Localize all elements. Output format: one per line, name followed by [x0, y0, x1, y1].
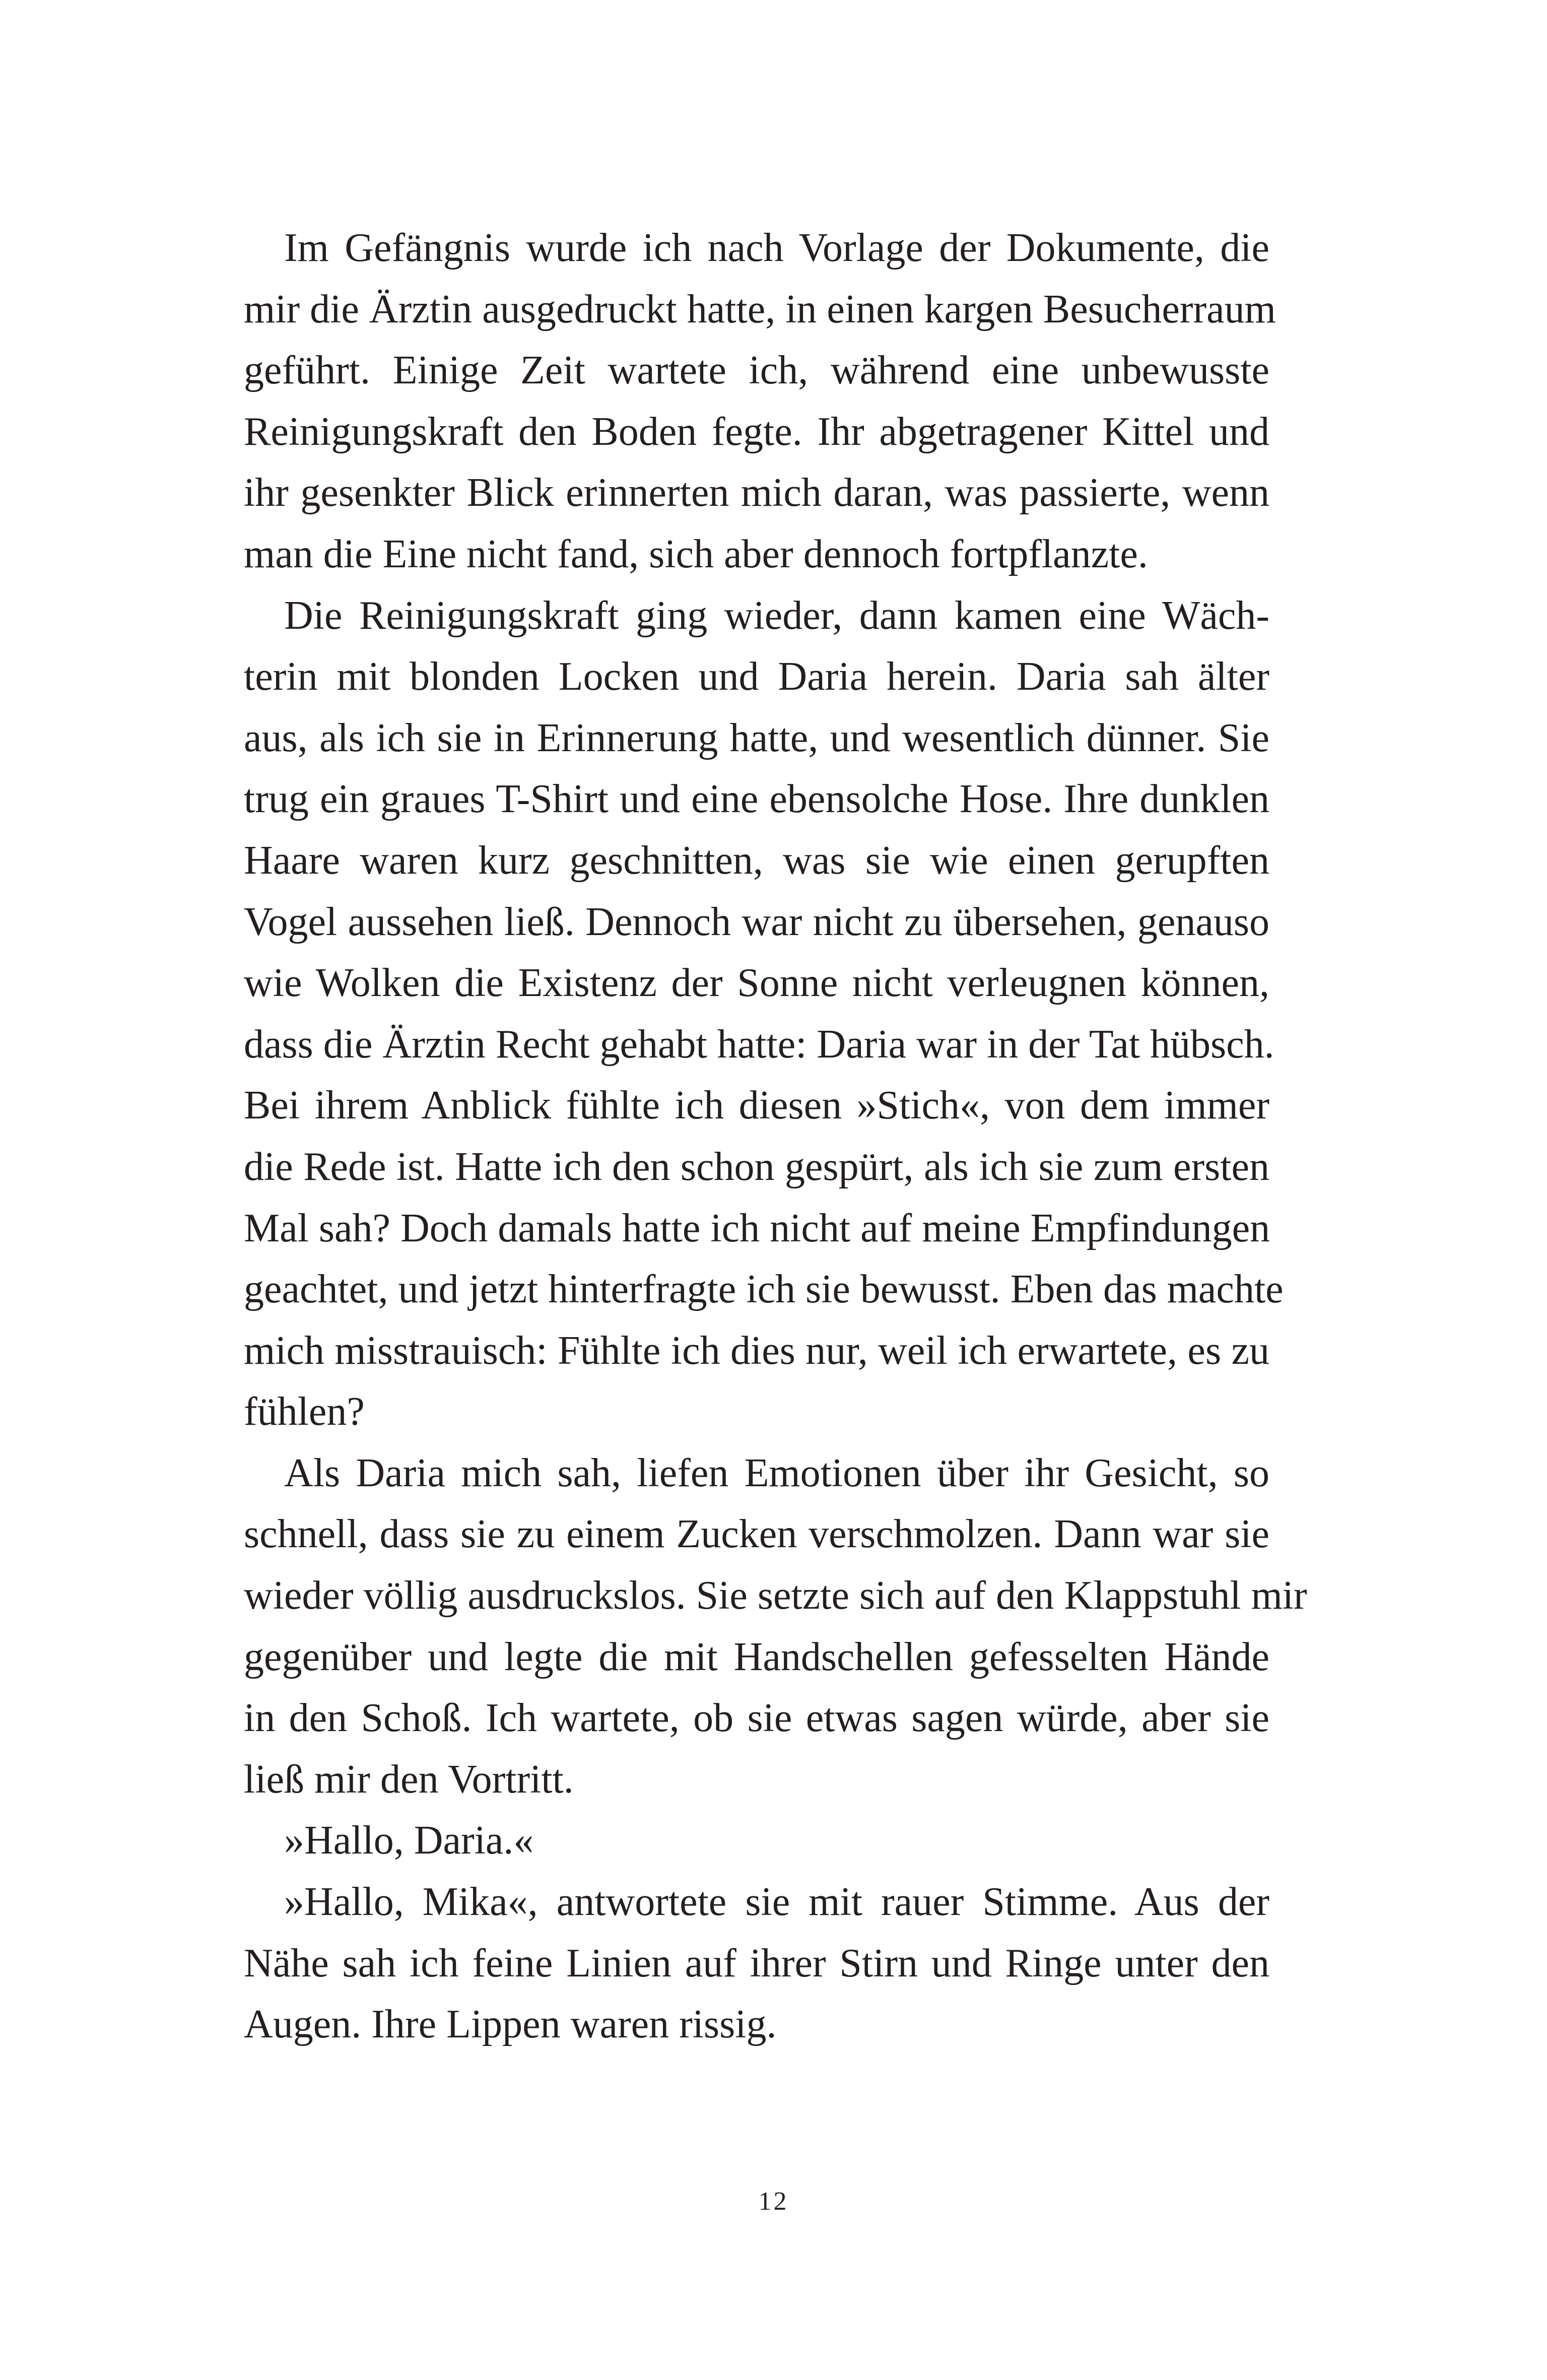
- paragraph-3: [244, 1443, 1307, 1811]
- text-line: Haare waren kurz geschnitten, was sie wie einen gerupften: [244, 838, 1269, 883]
- dialogue-greeting-mika: [244, 1810, 1269, 1872]
- text-line: geachtet, und jetzt hinterfragte ich sie bewusst. Eben das machte: [244, 1267, 1284, 1312]
- text-line: Die Reinigungskraft ging wieder, dann kamen eine Wäch-: [284, 593, 1269, 638]
- text-line: wieder völlig ausdruckslos. Sie setzte sich auf den Klappstuhl mir: [244, 1573, 1307, 1618]
- text-line: Nähe sah ich feine Linien auf ihrer Stirn und Ringe unter den: [244, 1941, 1269, 1986]
- text-line: gegenüber und legte die mit Handschellen gefesselten Hände: [244, 1634, 1269, 1679]
- text-line: man die Eine nicht fand, sich aber dennoch fortpflanzte.: [244, 532, 1148, 576]
- text-line: geführt. Einige Zeit wartete ich, während eine unbewusste: [244, 348, 1269, 393]
- text-line: in den Schoß. Ich wartete, ob sie etwas sagen würde, aber sie: [244, 1696, 1269, 1741]
- text-line: Bei ihrem Anblick fühlte ich diesen »Stich«, von dem immer: [244, 1083, 1269, 1128]
- text-line: aus, als ich sie in Erinnerung hatte, und wesentlich dünner. Sie: [244, 715, 1269, 760]
- text-line: terin mit blonden Locken und Daria herein. Daria sah älter: [244, 654, 1269, 699]
- text-line: Reinigungskraft den Boden fegte. Ihr abgetragener Kittel und: [244, 409, 1269, 454]
- text-line: Augen. Ihre Lippen waren rissig.: [244, 2002, 777, 2047]
- text-line: ihr gesenkter Blick erinnerten mich daran, was passierte, wenn: [244, 471, 1269, 515]
- text-line: ließ mir den Vortritt.: [244, 1757, 574, 1802]
- text-line: schnell, dass sie zu einem Zucken verschmolzen. Dann war sie: [244, 1512, 1269, 1557]
- page-number: 12: [758, 2187, 789, 2216]
- text-line: mir die Ärztin ausgedruckt hatte, in einen kargen Besucherraum: [244, 287, 1276, 332]
- text-line: »Hallo, Mika«, antwortete sie mit rauer Stimme. Aus der: [284, 1880, 1269, 1925]
- text-line: mich misstrauisch: Fühlte ich dies nur, weil ich erwartete, es zu: [244, 1328, 1269, 1373]
- text-line: die Rede ist. Hatte ich den schon gespürt, als ich sie zum ersten: [244, 1144, 1269, 1189]
- text-line: Als Daria mich sah, liefen Emotionen über ihr Gesicht, so: [284, 1450, 1269, 1495]
- text-line: wie Wolken die Existenz der Sonne nicht verleugnen können,: [244, 961, 1269, 1006]
- text-line: Im Gefängnis wurde ich nach Vorlage der Dokumente, die: [284, 226, 1269, 270]
- body-text: [244, 218, 1307, 2056]
- text-line: fühlen?: [244, 1390, 365, 1434]
- text-line: Vogel aussehen ließ. Dennoch war nicht zu übersehen, genauso: [244, 899, 1269, 944]
- text-line: dass die Ärztin Recht gehabt hatte: Daria war in der Tat hübsch.: [244, 1022, 1274, 1067]
- text-line: Mal sah? Doch damals hatte ich nicht auf meine Empfindungen: [244, 1206, 1270, 1250]
- dialogue-greeting-daria: [244, 1872, 1269, 2056]
- text-line: trug ein graues T-Shirt und eine ebensolche Hose. Ihre dunklen: [244, 777, 1269, 822]
- text-line: »Hallo, Daria.«: [284, 1818, 534, 1863]
- paragraph-2: [244, 585, 1284, 1443]
- paragraph-1: [244, 218, 1276, 585]
